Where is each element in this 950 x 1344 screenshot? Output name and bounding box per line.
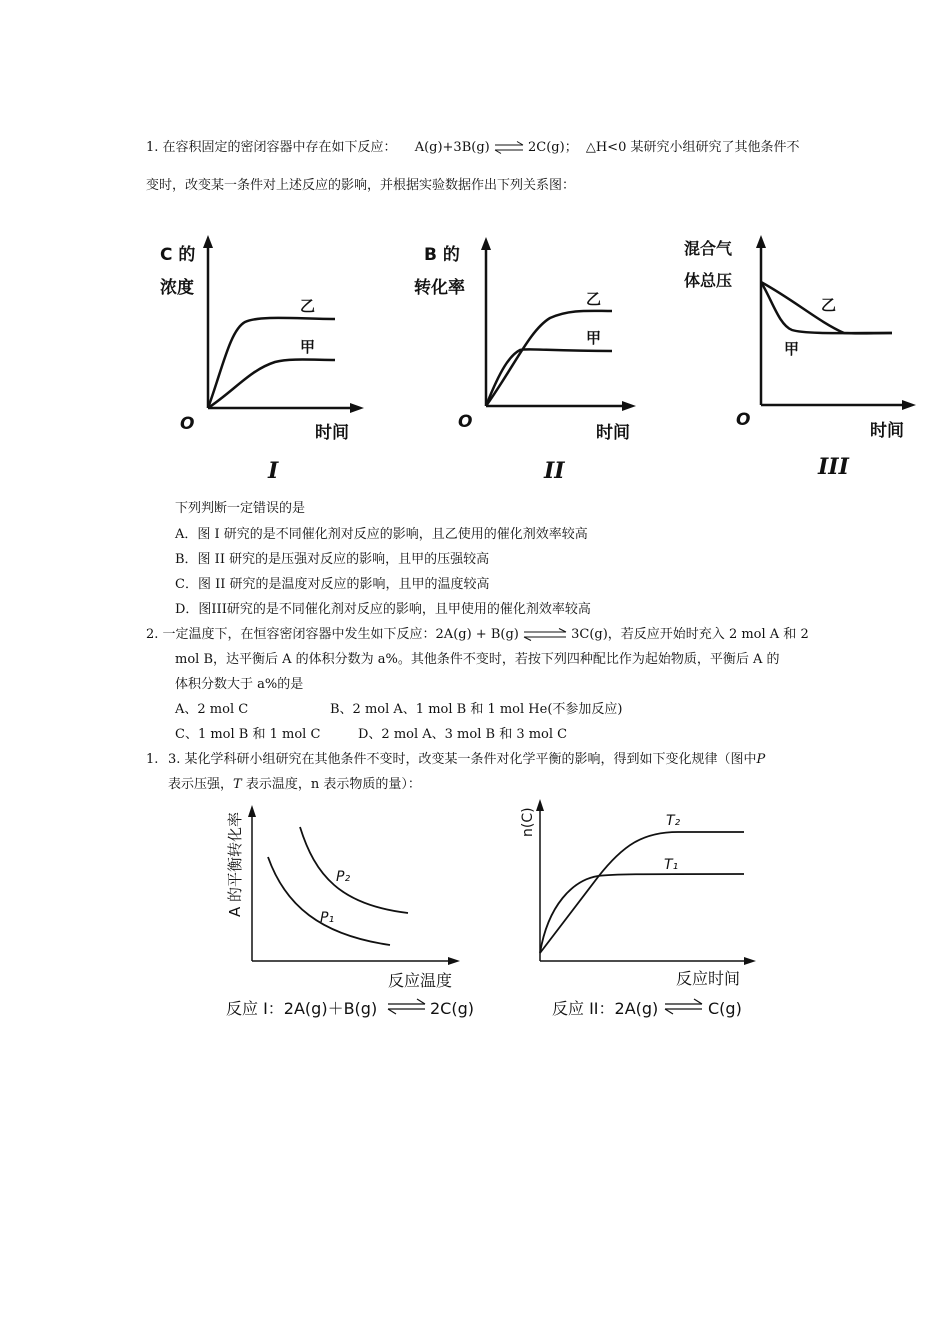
fig1-label-yi: 乙 [300, 297, 316, 315]
fig2-x-arrow [622, 401, 636, 411]
fig1-curve-jia [208, 360, 335, 409]
q1-line1-suffix: △H<0 某研究小组研究了其他条件不 [585, 140, 800, 155]
fig2-y-arrow [481, 237, 491, 250]
fig3-ylabel-1: 混合气 [684, 239, 733, 258]
q1-line-2: 变时，改变某一条件对上述反应的影响，并根据实验数据作出下列关系图： [146, 178, 576, 193]
fig2-label-yi: 乙 [586, 290, 602, 308]
equilibrium-arrow-icon [665, 999, 702, 1014]
figB-ylabel: n(C) [520, 807, 536, 837]
q1-line-1 [146, 139, 799, 157]
figB-label-t1: T₁ [664, 857, 679, 873]
q1-figure-1 [150, 230, 380, 490]
figB-x-arrow [744, 957, 756, 965]
q2-option-c: C、1 mol B 和 1 mol C [175, 727, 321, 742]
q1-figure-2 [414, 230, 650, 490]
fig1-y-arrow [203, 235, 213, 248]
fig1-xlabel: 时间 [315, 423, 349, 443]
q3-line1-p: P [756, 752, 766, 767]
figA-y-arrow [248, 805, 256, 817]
fig1-ylabel-2: 浓度 [160, 278, 194, 298]
q3-line2-b: 表示温度，n 表示物质的量）： [241, 777, 421, 792]
q2-line-2: mol B，达平衡后 A 的体积分数为 a%。其他条件不变时，若按下列四种配比作为起始物质，平衡后 A 的 [175, 652, 780, 667]
figA-curve-p2 [300, 827, 408, 913]
figB-caption-left: 反应 II：2A(g) [552, 999, 659, 1018]
figA-caption-right: 2C(g) [430, 999, 474, 1018]
fig3-plot [684, 230, 924, 430]
fig1-label-jia: 甲 [300, 338, 316, 356]
figA-ylabel: A 的平衡转化率 [226, 811, 244, 917]
fig1-ylabel-1: C 的 [160, 245, 196, 265]
figA-plot [220, 795, 480, 1025]
fig2-origin: O [458, 412, 473, 432]
fig2-ylabel-2: 转化率 [414, 278, 465, 298]
q2-option-d: D、2 mol A、3 mol B 和 3 mol C [358, 727, 568, 742]
fig1-origin: O [180, 414, 195, 434]
q2-line-1 [146, 626, 809, 644]
q2-line1-prefix: 2. 一定温度下，在恒容密闭容器中发生如下反应：2A(g) + B(g) [146, 627, 519, 642]
figA-label-p1: P₁ [320, 910, 335, 926]
fig3-y-arrow [756, 235, 766, 248]
q1-line1-prefix: 1. 在容积固定的密闭容器中存在如下反应： [146, 140, 397, 155]
fig2-plot [420, 230, 650, 430]
q1-reaction-right: 2C(g)； [528, 140, 578, 155]
fig3-numeral: III [818, 454, 849, 480]
fig2-curve-yi [486, 311, 612, 406]
q3-line-1 [168, 751, 765, 769]
figB-caption-right: C(g) [708, 999, 742, 1018]
fig2-label-jia: 甲 [586, 329, 602, 347]
q1-figure-3 [684, 230, 924, 490]
fig3-label-jia: 甲 [784, 340, 800, 358]
q3-line2-a: 表示压强， [168, 777, 234, 792]
figA-x-arrow [448, 957, 460, 965]
fig1-numeral: I [268, 458, 279, 484]
q1-stem: 下列判断一定错误的是 [175, 501, 306, 516]
fig2-xlabel: 时间 [596, 423, 630, 443]
q1-option-b: B．图 II 研究的是压强对反应的影响，且甲的压强较高 [175, 552, 490, 567]
q1-option-c: C．图 II 研究的是温度对反应的影响，且甲的温度较高 [175, 577, 490, 592]
equilibrium-arrow-icon [523, 628, 567, 642]
figA-label-p2: P₂ [336, 869, 351, 885]
fig2-numeral: II [544, 458, 565, 484]
q1-option-a: A．图 I 研究的是不同催化剂对反应的影响，且乙使用的催化剂效率较高 [175, 527, 588, 542]
figA-xlabel: 反应温度 [388, 971, 453, 990]
q2-line1-suffix: 3C(g)，若反应开始时充入 2 mol A 和 2 [571, 627, 809, 642]
q1-reaction-left: A(g)+3B(g) [414, 140, 490, 155]
fig3-xlabel: 时间 [870, 421, 904, 441]
fig3-origin: O [736, 410, 751, 430]
q3-line-2 [168, 776, 421, 794]
figB-label-t2: T₂ [666, 813, 681, 829]
figA-caption-left: 反应 I：2A(g)＋B(g) [226, 999, 378, 1018]
equilibrium-arrow-icon [388, 999, 425, 1014]
q2-line-3: 体积分数大于 a%的是 [175, 677, 304, 692]
figB-curve-t2 [540, 832, 744, 953]
fig2-ylabel-1: B 的 [424, 245, 460, 265]
fig3-ylabel-2: 体总压 [684, 271, 733, 290]
q2-option-a: A、2 mol C [175, 702, 249, 717]
q3-number: 1. [146, 752, 159, 767]
q3-line2-t: T [233, 777, 242, 792]
fig1-plot [150, 230, 380, 430]
q3-line1-text: 3. 某化学科研小组研究在其他条件不变时，改变某一条件对化学平衡的影响，得到如下变化规律（图中 [168, 752, 757, 767]
figB-xlabel: 反应时间 [676, 969, 741, 988]
figB-plot [518, 795, 788, 1025]
figB-y-arrow [536, 799, 544, 811]
figA-curve-p1 [268, 857, 390, 945]
fig3-x-arrow [902, 400, 916, 410]
equilibrium-arrow-icon [494, 141, 524, 155]
fig3-label-yi: 乙 [821, 296, 837, 314]
q2-option-b: B、2 mol A、1 mol B 和 1 mol He(不参加反应) [330, 702, 623, 717]
q3-figure-a [220, 795, 480, 1025]
q3-figure-b [518, 795, 788, 1025]
q1-option-d: D．图III研究的是不同催化剂对反应的影响，且甲使用的催化剂效率较高 [175, 602, 591, 617]
fig1-x-arrow [350, 403, 364, 413]
